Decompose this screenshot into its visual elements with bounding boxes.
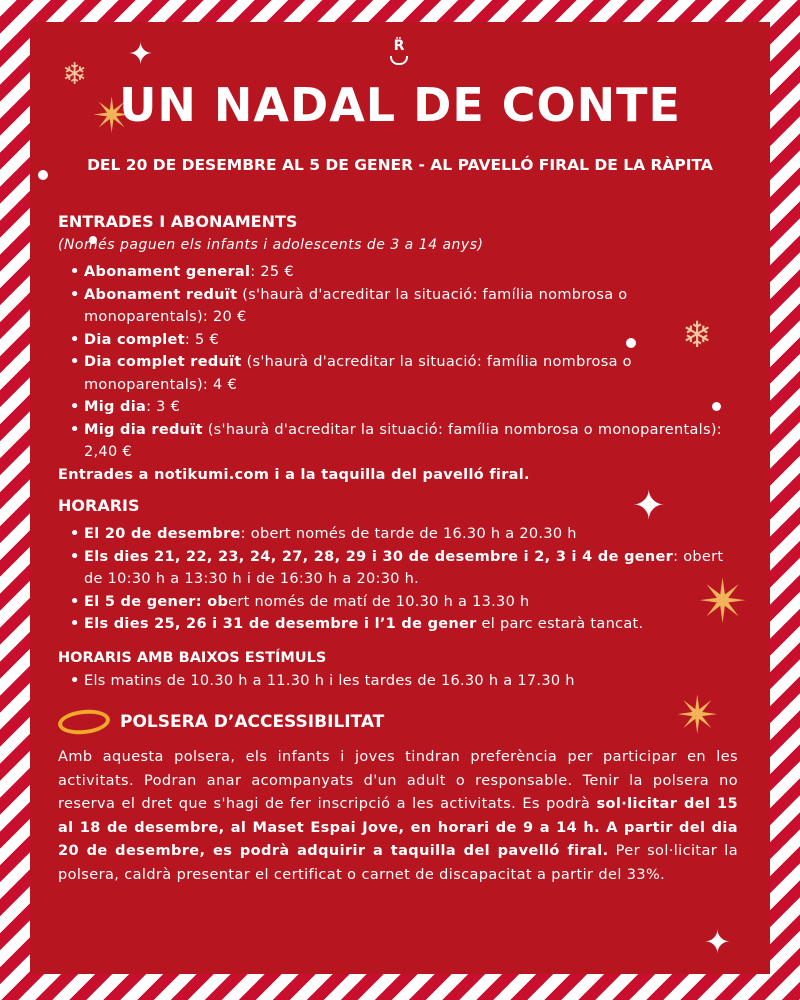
accessibility-header (58, 710, 730, 734)
sparkle-icon: ✴ (92, 88, 133, 144)
tickets-footer: Entrades a notikumi.com i a la taquilla del pavelló firal. (58, 466, 530, 483)
sparkle-icon: ✴ (698, 567, 749, 637)
logo (388, 38, 410, 68)
wristband-icon (57, 707, 111, 736)
hours-list (58, 523, 730, 636)
list-item: • Els dies 25, 26 i 31 de desembre i l’1 de gener el parc estarà tancat. (84, 613, 730, 636)
snowflake-icon: ❄ (682, 315, 713, 356)
low-stimuli-list (58, 670, 730, 693)
list-item: • Dia complet reduït (s'haurà d'acreditar la situació: família nombrosa o monoparentals): 4 € (84, 351, 730, 396)
tickets-note: (Només paguen els infants i adolescents de 3 a 14 anys) (58, 237, 484, 253)
accessibility-paragraph: Amb aquesta polsera, els infants i joves tindran preferència per participar en les activitats. Podran anar acompanyats d'un adult o responsable. Tenir la polsera no reserva el dret que s'hagi de fer inscripció a les activitats. Es podrà sol·licitar del 15 al 18 de desembre, al Maset Espai Jove, en horari de 9 a 14 h. A partir del dia 20 de desembre, es podrà adquirir a taquilla del pavelló firal. Per sol·licitar la polsera, caldrà presentar el certificat o carnet de discapacitat a partir del 33%. (58, 749, 739, 883)
hours-heading: HORARIS (58, 496, 140, 515)
logo-letter: R̈ (393, 38, 405, 54)
logo-cup-icon (390, 56, 408, 65)
list-item: • Abonament general: 25 € (84, 261, 730, 284)
list-item: • Mig dia reduït (s'haurà d'acreditar la situació: família nombrosa o monoparentals): 2,40 € (84, 419, 730, 464)
low-stimuli-heading: HORARIS AMB BAIXOS ESTÍMULS (58, 649, 327, 666)
list-item: • El 5 de gener: obert només de matí de 10.30 h a 13.30 h (84, 591, 730, 614)
accessibility-heading: POLSERA D’ACCESSIBILITAT (120, 712, 385, 732)
list-item: • Dia complet: 5 € (84, 329, 730, 352)
main-content (58, 212, 739, 887)
snowflake-icon: ❄ (62, 57, 88, 92)
list-item: • Els matins de 10.30 h a 11.30 h i les tardes de 16.30 h a 17.30 h (84, 670, 730, 693)
tickets-heading: ENTRADES I ABONAMENTS (58, 212, 298, 231)
list-item: • El 20 de desembre: obert només de tarde de 16.30 h a 20.30 h (84, 523, 730, 546)
list-item: • Els dies 21, 22, 23, 24, 27, 28, 29 i 30 de desembre i 2, 3 i 4 de gener: obert de 10:30 h a 13:30 h i de 16:30 h a 20:30 h. (84, 546, 730, 591)
page-subtitle: DEL 20 DE DESEMBRE AL 5 DE GENER - AL PAVELLÓ FIRAL DE LA RÀPITA (87, 156, 713, 174)
page-title: UN NADAL DE CONTE (119, 78, 681, 132)
list-item: • Mig dia: 3 € (84, 396, 730, 419)
star-icon: ✦ (128, 37, 154, 72)
star-icon: ✦ (632, 483, 666, 529)
sparkle-icon: ✴ (676, 686, 720, 746)
star-icon: ✦ (704, 923, 731, 961)
list-item: • Abonament reduït (s'haurà d'acreditar la situació: família nombrosa o monoparentals): 20 € (84, 284, 730, 329)
tickets-list (58, 261, 730, 464)
